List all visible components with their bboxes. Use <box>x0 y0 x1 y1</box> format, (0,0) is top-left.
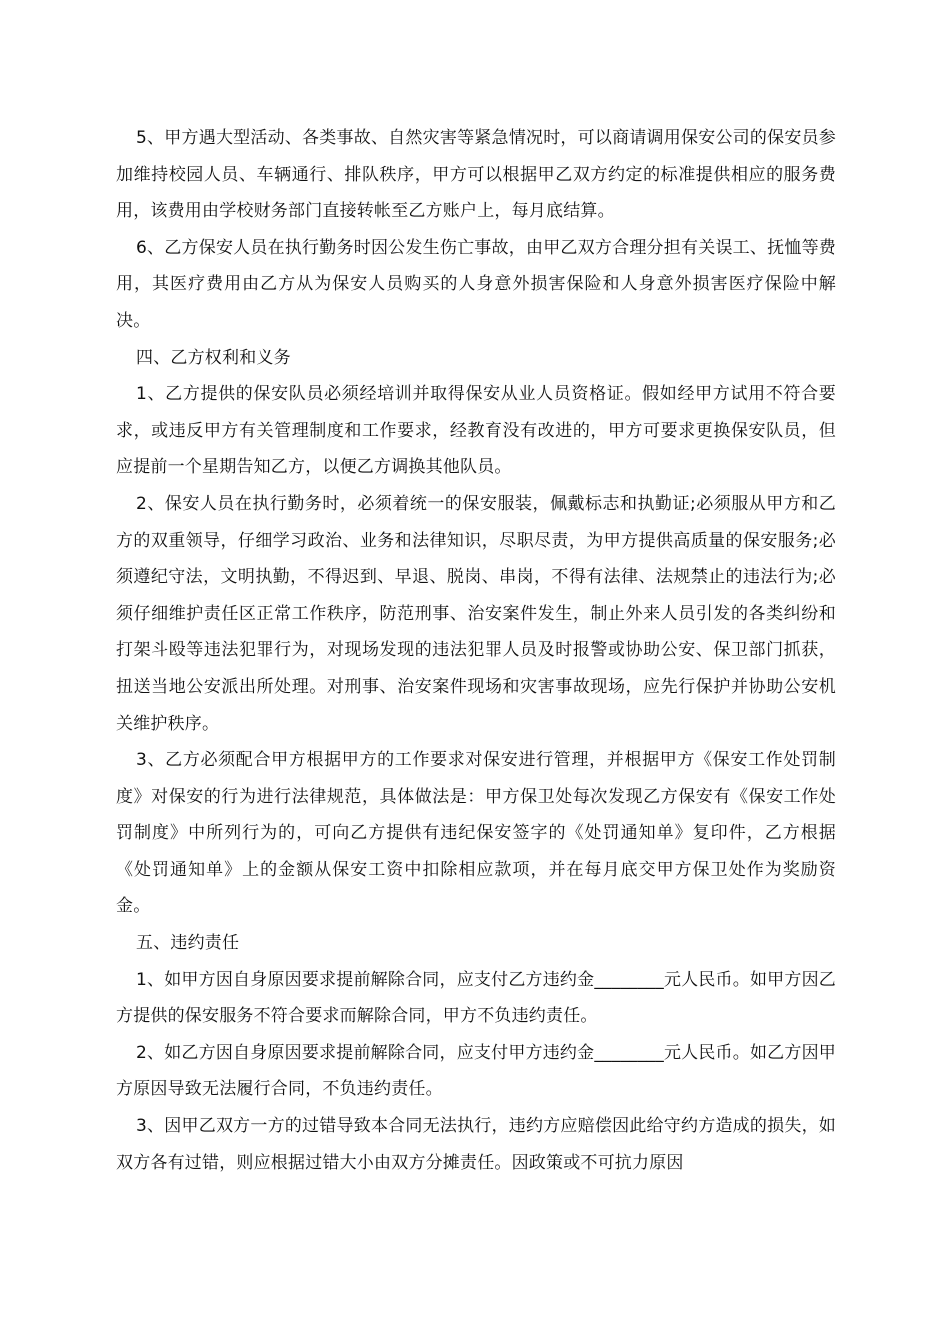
clause-2-duty-conduct: 2、保安人员在执行勤务时，必须着统一的保安服装，佩戴标志和执勤证;必须服从甲方和乙方的双重领导，仔细学习政治、业务和法律知识，尽职尽责，为甲方提供高质量的保安服务;必须遵纪守法，文明执勤，不得迟到、早退、脱岗、串岗，不得有法律、法规禁止的违法行为;必须仔细维护责任区正常工作秩序，防范刑事、治安案件发生，制止外来人员引发的各类纠纷和打架斗殴等违法犯罪行为，对现场发现的违法犯罪人员及时报警或协助公安、保卫部门抓获，扭送当地公安派出所处理。对刑事、治安案件现场和灾害事故现场，应先行保护并协助公安机关维护秩序。 <box>116 493 836 734</box>
clause-6-injury-costs: 6、乙方保安人员在执行勤务时因公发生伤亡事故，由甲乙双方合理分担有关误工、抚恤等费用，其医疗费用由乙方从为保安人员购买的人身意外损害保险和人身意外损害医疗保险中解决。 <box>116 237 836 331</box>
clause-5-emergency-support: 5、甲方遇大型活动、各类事故、自然灾害等紧急情况时，可以商请调用保安公司的保安员参加维持校园人员、车辆通行、排队秩序，甲方可以根据甲乙双方约定的标准提供相应的服务费用，该费用由学校财务部门直接转帐至乙方账户上，每月底结算。 <box>116 128 836 222</box>
clause-3-penalty-system: 3、乙方必须配合甲方根据甲方的工作要求对保安进行管理，并根据甲方《保安工作处罚制度》对保安的行为进行法律规范，具体做法是：甲方保卫处每次发现乙方保安有《保安工作处罚制度》中所列行为的，可向乙方提供有违纪保安签字的《处罚通知单》复印件，乙方根据《处罚通知单》上的金额从保安工资中扣除相应款项，并在每月底交甲方保卫处作为奖励资金。 <box>116 750 836 917</box>
clause-1-party-a-termination: 1、如甲方因自身原因要求提前解除合同，应支付乙方违约金________元人民币。如甲方因乙方提供的保安服务不符合要求而解除合同，甲方不负违约责任。 <box>116 969 836 1027</box>
clause-3-fault-compensation: 3、因甲乙双方一方的过错导致本合同无法执行，违约方应赔偿因此给守约方造成的损失，如双方各有过错，则应根据过错大小由双方分摊责任。因政策或不可抗力原因 <box>116 1116 836 1173</box>
document-body <box>116 120 836 1181</box>
section-heading-breach-liability: 五、违约责任 <box>136 933 240 954</box>
section-heading-party-b-rights: 四、乙方权利和义务 <box>136 347 291 368</box>
clause-2-party-b-termination: 2、如乙方因自身原因要求提前解除合同，应支付甲方违约金________元人民币。如乙方因甲方原因导致无法履行合同，不负违约责任。 <box>116 1042 836 1100</box>
clause-1-guard-qualification: 1、乙方提供的保安队员必须经培训并取得保安从业人员资格证。假如经甲方试用不符合要求，或违反甲方有关管理制度和工作要求，经教育没有改进的，甲方可要求更换保安队员，但应提前一个星期告知乙方，以便乙方调换其他队员。 <box>116 384 836 478</box>
